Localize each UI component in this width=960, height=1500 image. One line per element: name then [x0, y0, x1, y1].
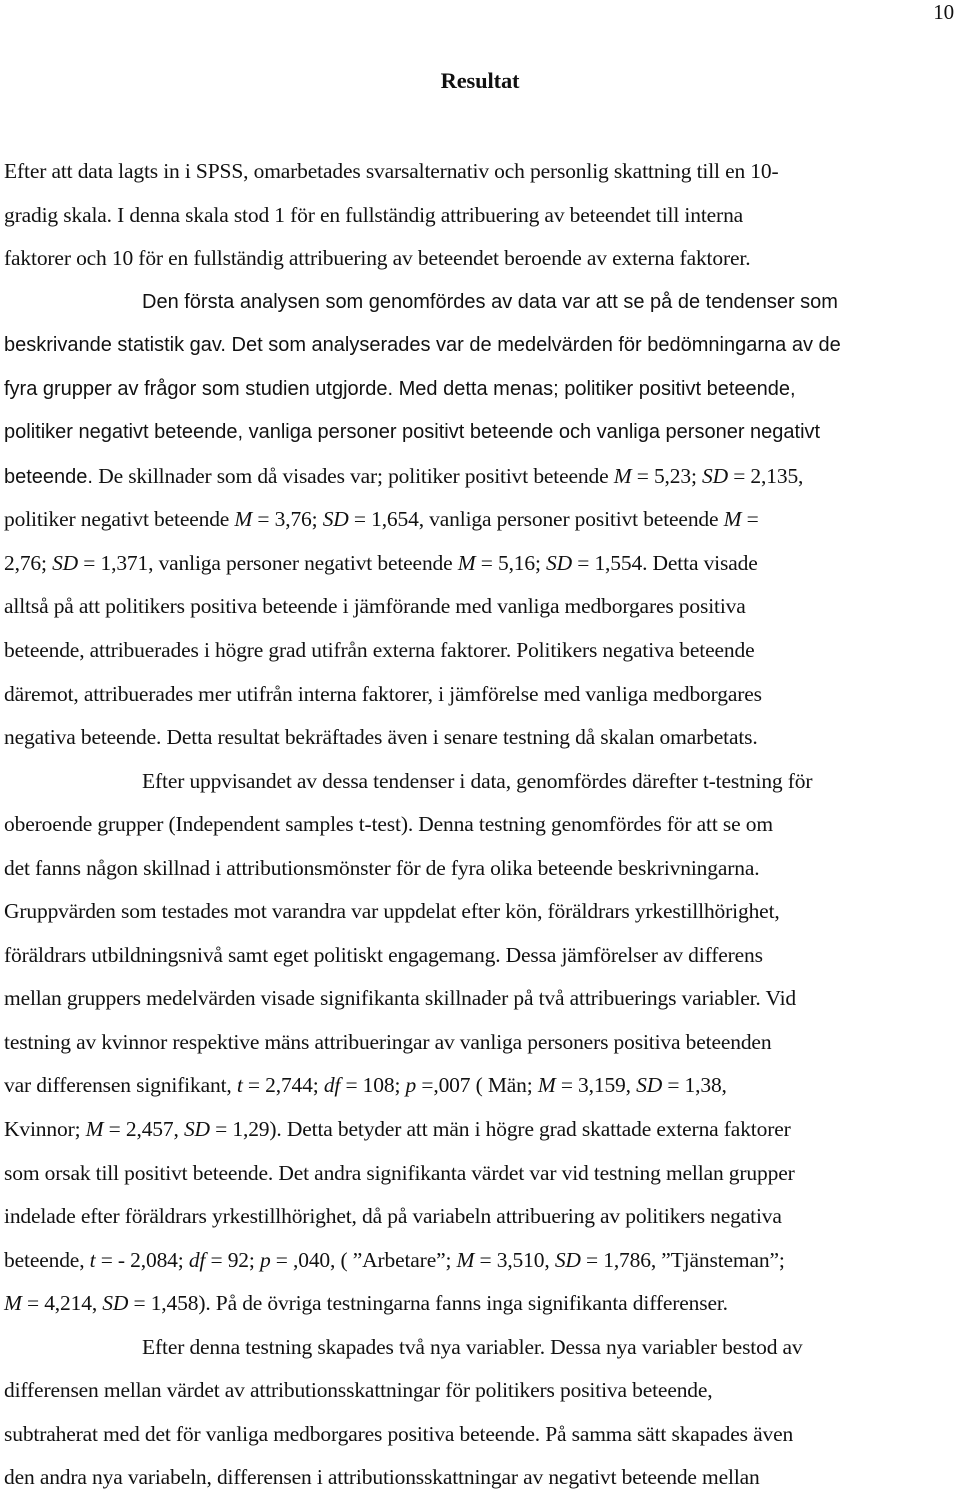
text-line: den andra nya variabeln, differensen i attributionsskattningar av negativt beteende mellan [4, 1465, 760, 1490]
text-line: det fanns någon skillnad i attributionsmönster för de fyra olika beteende beskrivningarna. [4, 855, 760, 880]
text-line: beskrivande statistik gav. Det som analyserades var de medelvärden för bedömningarna av de [4, 334, 841, 357]
section-heading: Resultat [440, 68, 520, 93]
text-line: som orsak till positivt beteende. Det andra signifikanta värdet var vid testning mellan grupper [4, 1160, 795, 1185]
text-line: subtraherat med det för vanliga medborgares positiva beteende. På samma sätt skapades även [4, 1421, 794, 1446]
text-line: politiker negativt beteende, vanliga personer positivt beteende och vanliga personer negativt [4, 421, 821, 444]
text-line: däremot, attribuerades mer utifrån interna faktorer, i jämförelse med vanliga medborgares [4, 681, 762, 706]
text-line: Efter denna testning skapades två nya variabler. Dessa nya variabler bestod av [142, 1334, 803, 1359]
text-line: mellan gruppers medelvärden visade signifikanta skillnader på två attribuerings variabler. Vid [4, 986, 797, 1011]
page-number: 10 [933, 0, 954, 24]
text-line: gradig skala. I denna skala stod 1 för en fullständig attribuering av beteendet till interna [4, 202, 744, 227]
text-line: Gruppvärden som testades mot varandra var uppdelat efter kön, föräldrars yrkestillhörighet, [4, 899, 780, 924]
text-line: föräldrars utbildningsnivå samt eget politiskt engagemang. Dessa jämförelser av differens [4, 942, 763, 967]
text-line: beteende. De skillnader som då visades var; politiker positivt beteende M = 5,23; SD = 2,135, [4, 463, 804, 488]
text-line: negativa beteende. Detta resultat bekräftades även i senare testning då skalan omarbetats. [4, 725, 758, 750]
text-line: var differensen signifikant, t = 2,744; df = 108; p =,007 ( Män; M = 3,159, SD = 1,38, [4, 1073, 727, 1098]
text-line: fyra grupper av frågor som studien utgjorde. Med detta menas; politiker positivt beteende, [4, 377, 796, 400]
text-line: M = 4,214, SD = 1,458). På de övriga testningarna fanns inga signifikanta differenser. [4, 1291, 728, 1316]
text-line: Efter uppvisandet av dessa tendenser i data, genomfördes därefter t-testning för [142, 768, 813, 793]
body-text [4, 150, 954, 1500]
text-line: beteende, t = - 2,084; df = 92; p = ,040, ( ”Arbetare”; M = 3,510, SD = 1,786, ”Tjänsteman”; [4, 1247, 785, 1272]
text-line: Kvinnor; M = 2,457, SD = 1,29). Detta betyder att män i högre grad skattade externa faktorer [4, 1117, 791, 1142]
text-line: Efter att data lagts in i SPSS, omarbetades svarsalternativ och personlig skattning till en 10- [4, 159, 779, 183]
text-line: politiker negativt beteende M = 3,76; SD = 1,654, vanliga personer positivt beteende M = [4, 507, 759, 532]
text-line: Den första analysen som genomfördes av data var att se på de tendenser som [142, 290, 838, 313]
text-line: indelade efter föräldrars yrkestillhörighet, då på variabeln attribuering av politikers negativa [4, 1204, 782, 1229]
text-line: testning av kvinnor respektive mäns attribueringar av vanliga personers positiva beteenden [4, 1029, 772, 1054]
text-line: alltså på att politikers positiva beteende i jämförande med vanliga medborgares positiva [4, 594, 746, 619]
text-line: 2,76; SD = 1,371, vanliga personer negativt beteende M = 5,16; SD = 1,554. Detta visade [4, 550, 758, 575]
text-line: differensen mellan värdet av attributionsskattningar för politikers positiva beteende, [4, 1378, 713, 1403]
text-line: beteende, attribuerades i högre grad utifrån externa faktorer. Politikers negativa beteende [4, 638, 755, 663]
text-line: faktorer och 10 för en fullständig attribuering av beteendet beroende av externa faktorer. [4, 246, 751, 271]
text-line: oberoende grupper (Independent samples t-test). Denna testning genomfördes för att se om [4, 812, 773, 837]
